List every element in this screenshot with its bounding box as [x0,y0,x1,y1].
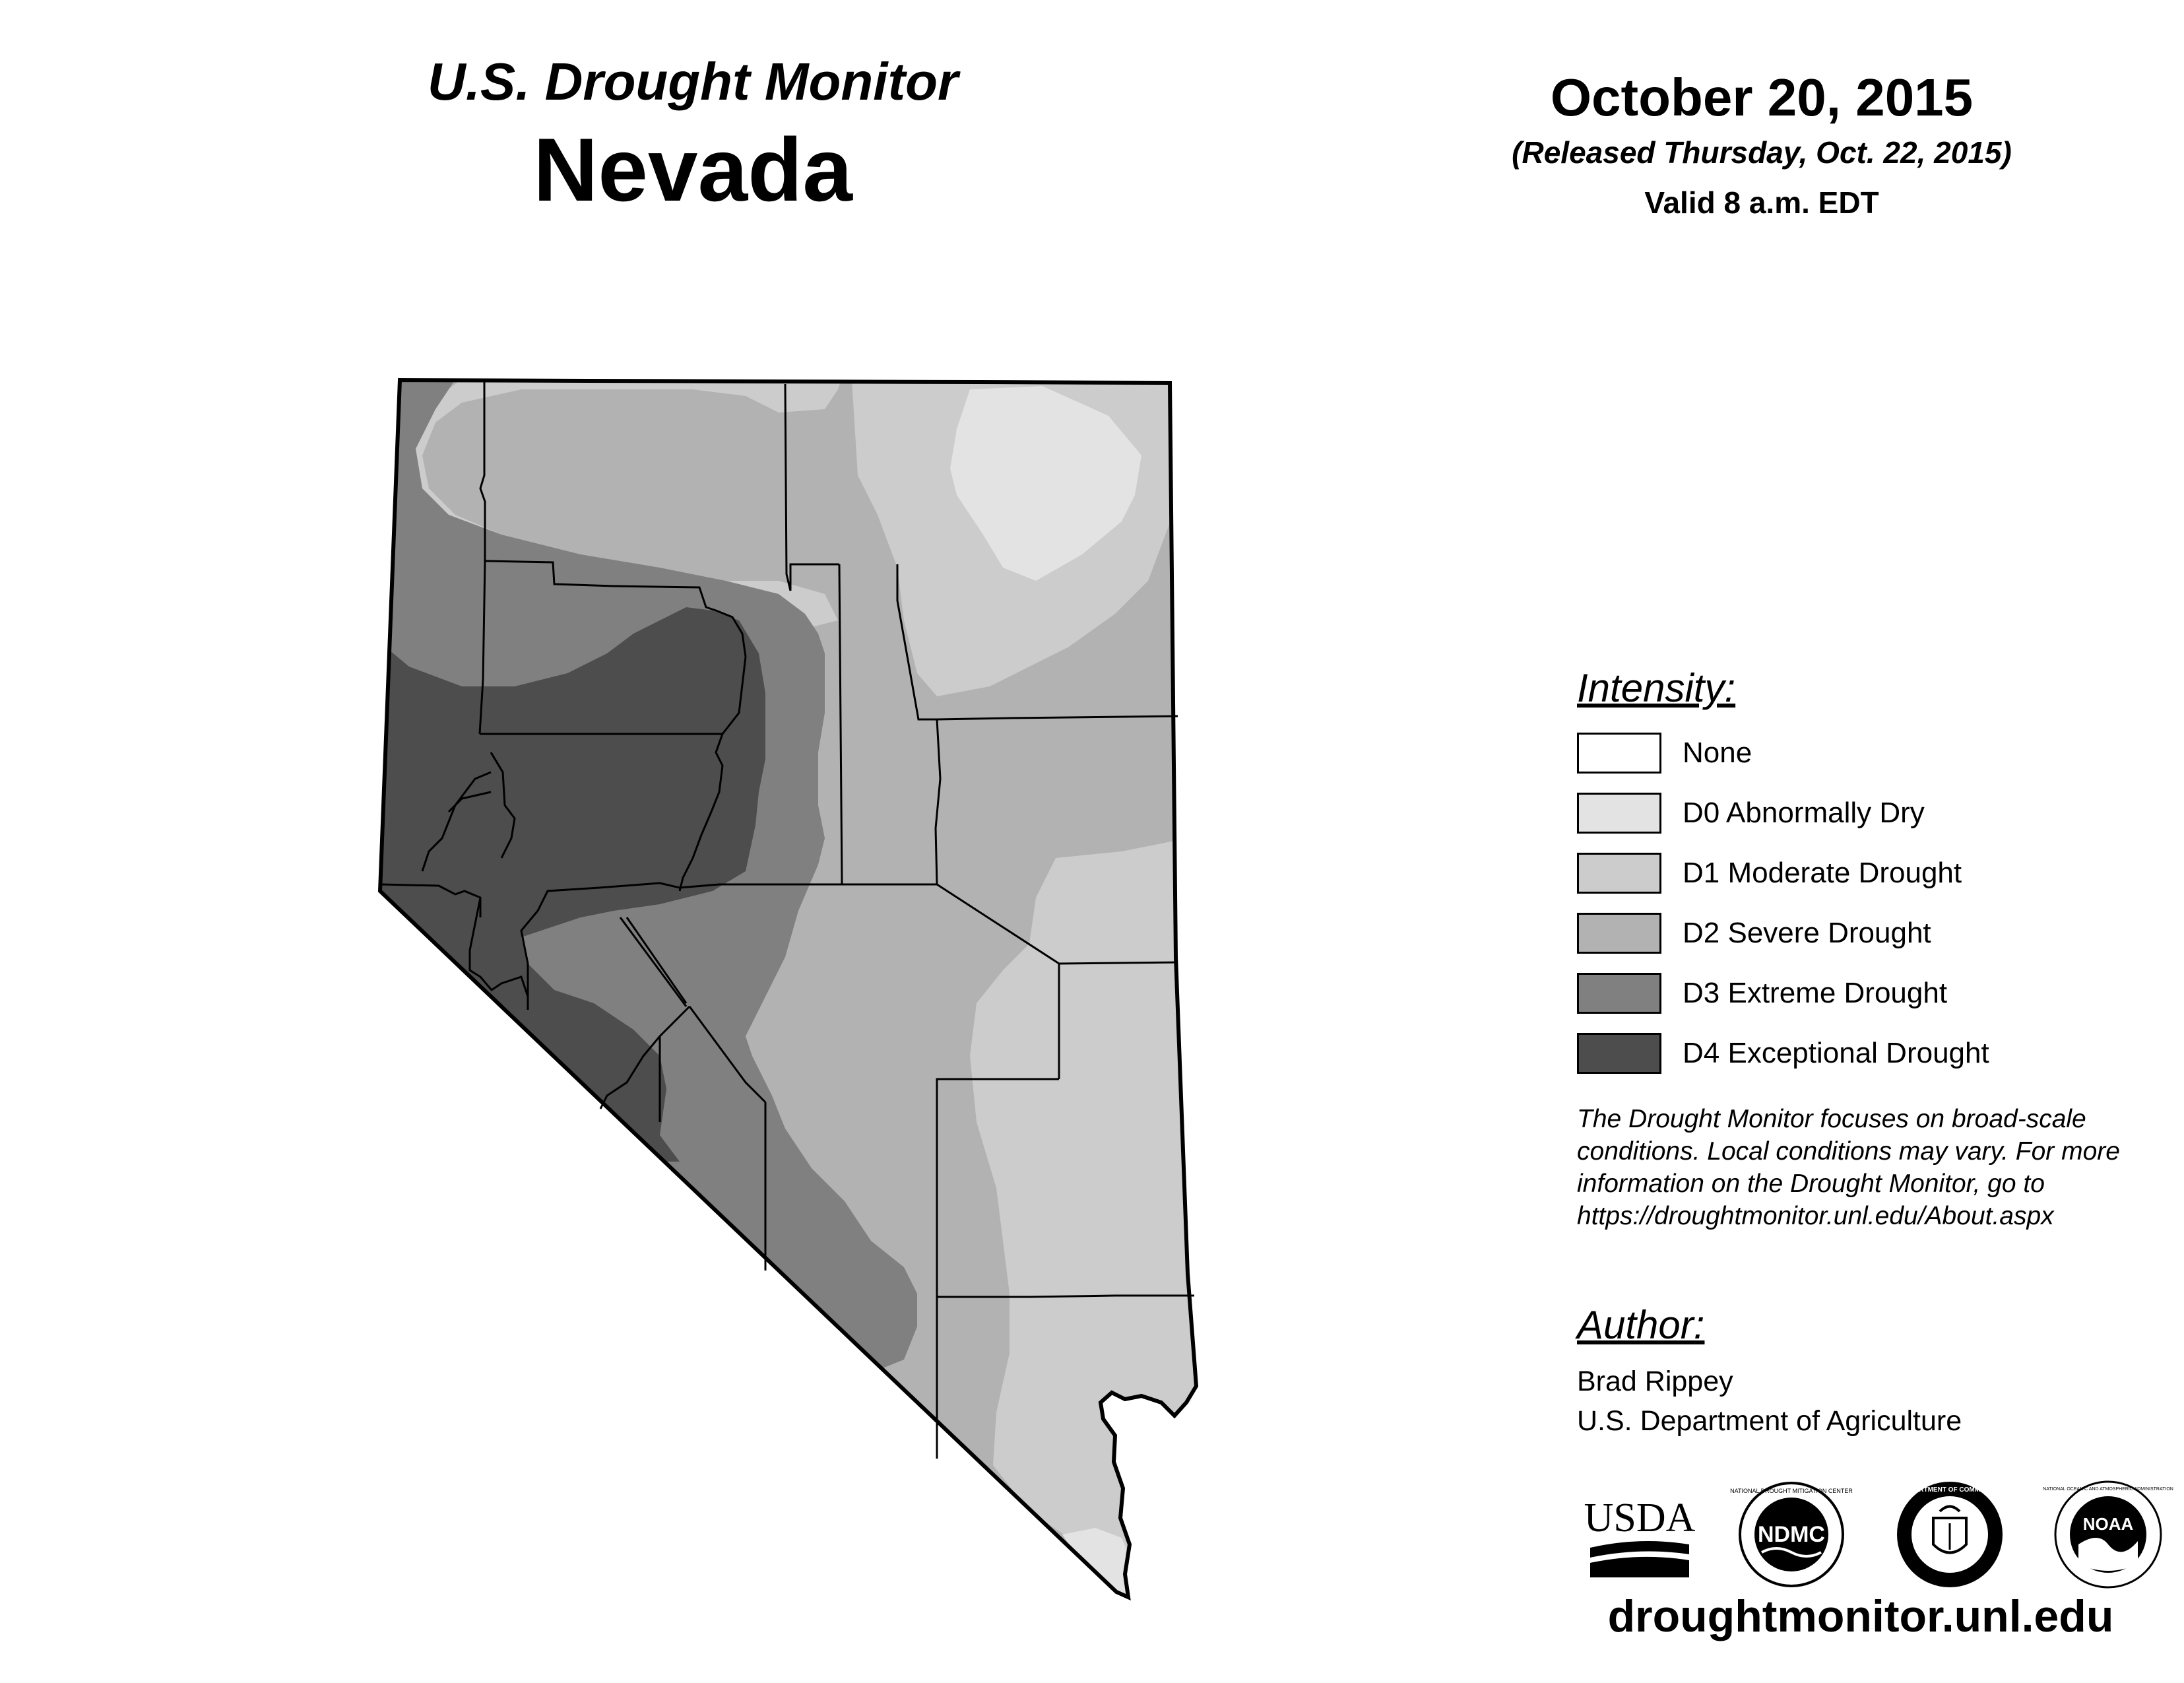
legend-label: D1 Moderate Drought [1683,857,1962,889]
legend-item-d3 [1577,970,2158,1016]
website-url: droughtmonitor.unl.edu [1607,1591,2114,1641]
valid-time: Valid 8 a.m. EDT [1644,185,1879,220]
author-name: Brad Rippey [1577,1366,1733,1397]
legend-items [1577,730,2158,1076]
legend-swatch-d3 [1577,973,1661,1014]
legend-label: D2 Severe Drought [1683,917,1931,949]
legend-item-d2 [1577,910,2158,956]
legend-swatch-none [1577,733,1661,774]
legend-label: D3 Extreme Drought [1683,977,1948,1009]
release-date: (Released Thursday, Oct. 22, 2015) [1512,135,2012,170]
legend [1577,667,2158,1232]
legend-item-d1 [1577,850,2158,896]
author-title: Author: [1577,1303,1705,1347]
noaa-logo-text: NOAA [2082,1514,2134,1534]
legend-swatch-d4 [1577,1033,1661,1074]
noaa-logo [2043,1478,2173,1591]
legend-item-none [1577,730,2158,776]
legend-title: Intensity: [1577,666,1736,710]
legend-label: None [1683,737,1752,769]
partner-logos [1584,1478,2173,1597]
ndmc-logo-text: NDMC [1758,1522,1825,1547]
disclaimer-note: The Drought Monitor focuses on broad-scale conditions. Local conditions may vary. For more information on the Drought Monitor, go to https://droughtmonitor.unl.edu/About.aspx [1577,1105,2120,1230]
legend-label: D4 Exceptional Drought [1683,1037,1989,1069]
legend-swatch-d2 [1577,913,1661,954]
map-date: October 20, 2015 [1550,68,1974,127]
usda-logo-text: USDA [1584,1496,1696,1540]
commerce-ring-text: DEPARTMENT OF COMMERCE [1901,1486,1999,1494]
ndmc-logo [1730,1478,1853,1591]
usda-logo [1584,1478,1696,1591]
program-title: U.S. Drought Monitor [427,52,959,111]
author-section [1577,1304,2158,1441]
legend-swatch-d1 [1577,853,1661,894]
state-title: Nevada [533,119,852,220]
legend-label: D0 Abnormally Dry [1683,797,1925,829]
noaa-ring-text: NATIONAL OCEANIC AND ATMOSPHERIC ADMINISTRATION [2043,1487,2173,1492]
legend-swatch-d0 [1577,793,1661,834]
legend-item-d4 [1577,1030,2158,1076]
legend-item-d0 [1577,790,2158,836]
commerce-logo [1894,1478,2006,1591]
ndmc-ring-text: NATIONAL DROUGHT MITIGATION CENTER [1730,1488,1853,1494]
author-org: U.S. Department of Agriculture [1577,1405,1962,1437]
